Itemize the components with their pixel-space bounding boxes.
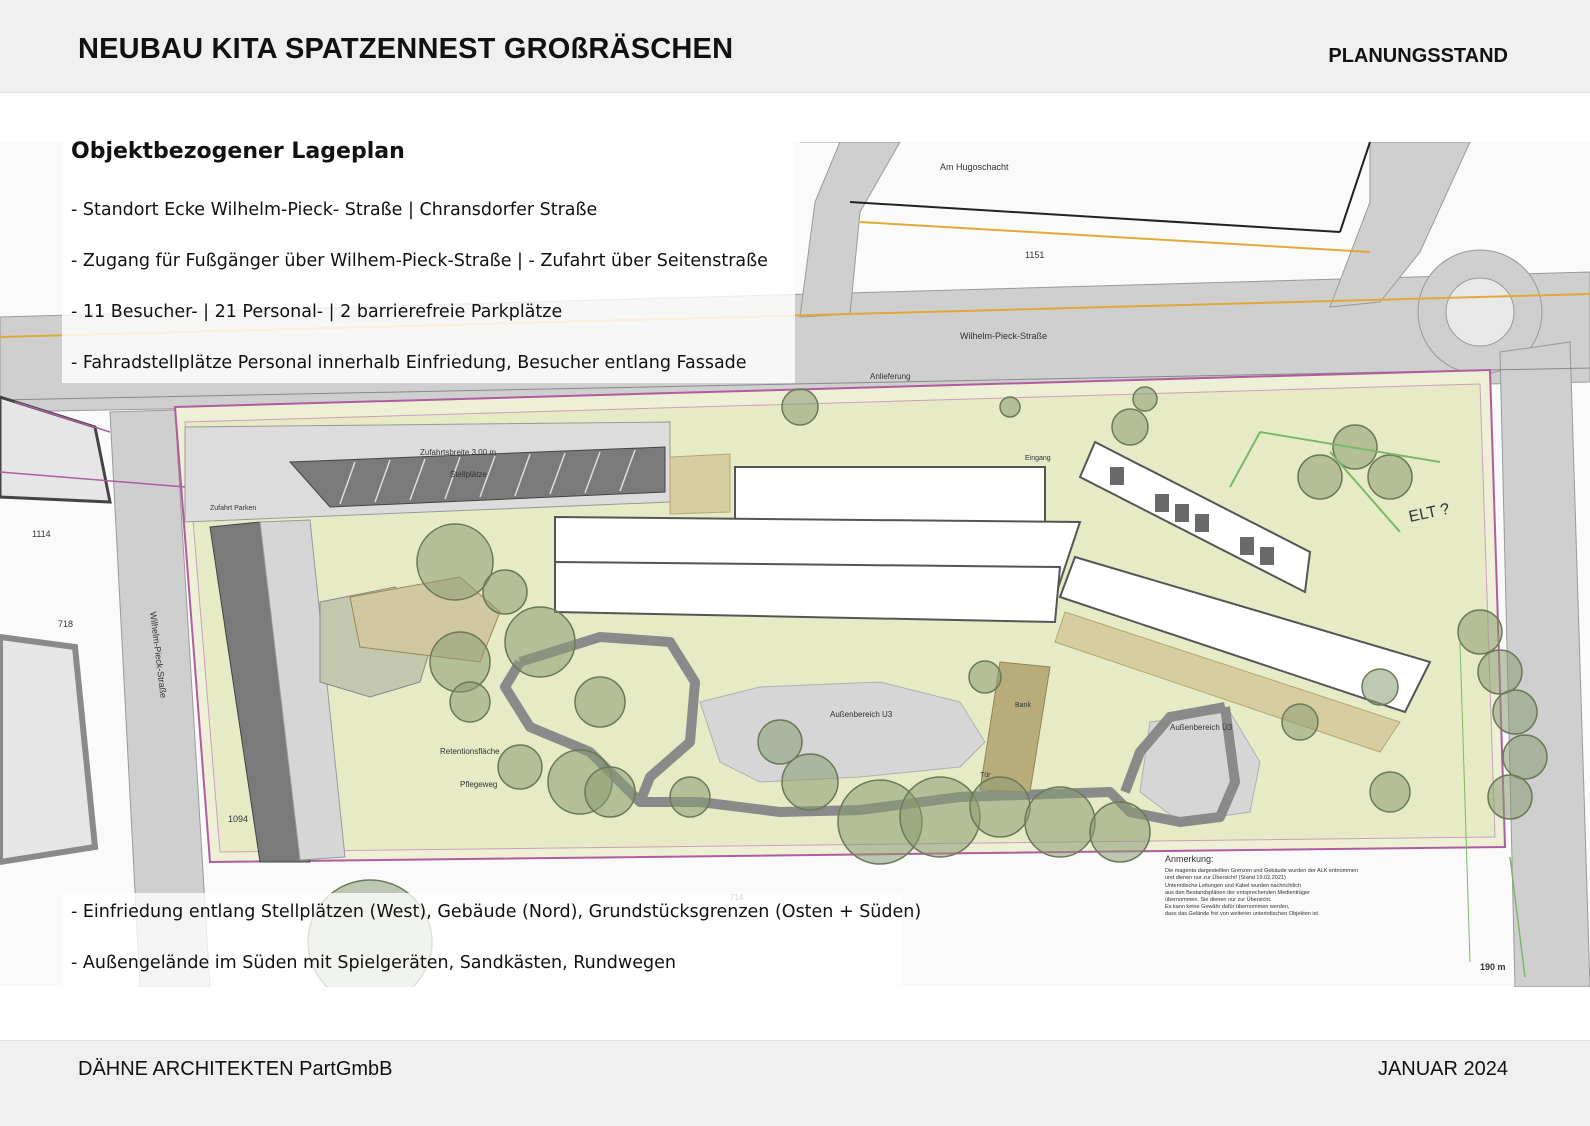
- bullet-outdoor: - Außengelände im Süden mit Spielgeräten, Sandkästen, Rundwegen: [71, 953, 676, 973]
- roundabout-island: [1446, 278, 1514, 346]
- scale-label: 190 m: [1480, 962, 1506, 972]
- header-bar: [0, 0, 1590, 93]
- note-line: Die magenta dargestellten Grenzen und Gebäude wurden der ALK entnommen: [1165, 868, 1358, 874]
- care-path-label: Pflegeweg: [460, 780, 498, 789]
- entrance-label: Eingang: [1025, 455, 1051, 462]
- note-line: aus den Bestandsplänen der entsprechenden Medienträger: [1165, 890, 1310, 896]
- outdoor-area-1-label: Außenbereich U3: [830, 710, 893, 719]
- parcel-718: 718: [58, 619, 74, 629]
- street-label-west: Wilhelm-Pieck-Straße: [148, 611, 169, 699]
- firm-name: DÄHNE ARCHITEKTEN PartGmbB: [78, 1058, 393, 1080]
- street-label-north: Am Hugoschacht: [940, 162, 1009, 172]
- note-line: und dienen nur zur Übersicht! (Stand 19.02.2021): [1165, 875, 1286, 881]
- bullet-bicycle: - Fahradstellplätze Personal innerhalb Einfriedung, Besucher entlang Fassade: [71, 353, 747, 373]
- delivery-label: Anlieferung: [870, 372, 911, 381]
- elt-label: ELT ?: [1407, 500, 1452, 526]
- document-date: JANUAR 2024: [1377, 1058, 1508, 1080]
- planning-status: PLANUNGSSTAND: [1328, 45, 1508, 67]
- outdoor-area-2-label: Außenbereich Ü3: [1170, 723, 1233, 732]
- footer-bar: [0, 1040, 1590, 1126]
- note-line: Es kann keine Gewähr dafür übernommen werden,: [1165, 904, 1290, 910]
- bullet-parking: - 11 Besucher- | 21 Personal- | 2 barrierefreie Parkplätze: [71, 302, 563, 322]
- note-line: dass das Gelände frei von weiteren unterirdischen Objekten ist.: [1165, 911, 1320, 917]
- street-label-main: Wilhelm-Pieck-Straße: [960, 331, 1048, 341]
- parking-bays-label: Stellplätze: [450, 470, 487, 479]
- note-line: Unterirdische Leitungen und Kabel wurden nachrichtlich: [1165, 883, 1302, 889]
- gate-label: Tür: [980, 772, 991, 779]
- access-lane-label: Zufahrtsbreite 3,00 m: [420, 448, 497, 457]
- parcel-1094: 1094: [228, 814, 249, 824]
- bullet-fencing: - Einfriedung entlang Stellplätzen (West), Gebäude (Nord), Grundstücksgrenzen (Osten + Süden): [71, 902, 922, 922]
- page-title: NEUBAU KITA SPATZENNEST GROßRÄSCHEN: [78, 33, 734, 65]
- bullet-location: - Standort Ecke Wilhelm-Pieck- Straße | Chransdorfer Straße: [71, 200, 598, 220]
- parcel-1151: 1151: [1025, 250, 1045, 260]
- parking-label: Zufahrt Parken: [210, 505, 257, 512]
- note-line: übernommen. Sie dienen nur zur Übersicht.: [1165, 897, 1272, 903]
- bench-label: Bank: [1015, 702, 1031, 709]
- retention-label: Retentionsfläche: [440, 747, 500, 756]
- bullet-access: - Zugang für Fußgänger über Wilhem-Pieck-Straße | - Zufahrt über Seitenstraße: [71, 251, 768, 271]
- section-title: Objektbezogener Lageplan: [71, 139, 405, 164]
- note-heading: Anmerkung:: [1165, 854, 1214, 864]
- parcel-1114: 1114: [32, 529, 51, 539]
